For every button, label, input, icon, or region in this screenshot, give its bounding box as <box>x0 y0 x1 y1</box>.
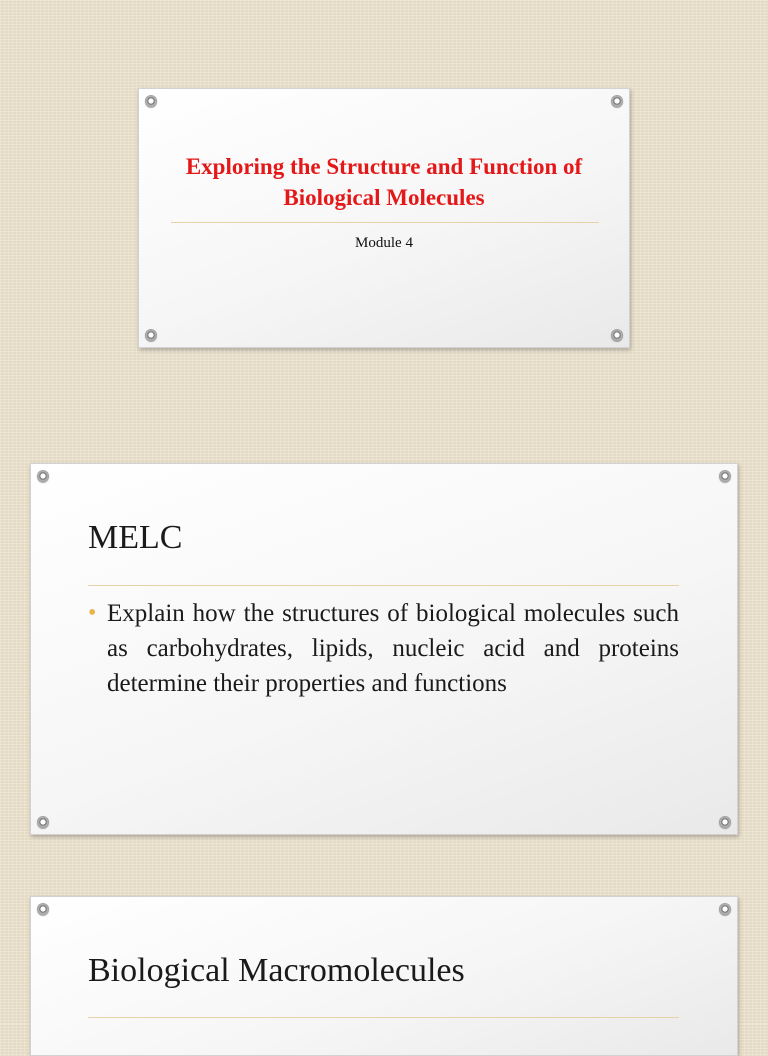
slide-title <box>138 88 630 348</box>
bullet-list <box>88 596 679 701</box>
rivet-icon <box>719 816 731 828</box>
bullet-dot-icon: • <box>88 600 97 626</box>
slide-melc <box>30 463 738 835</box>
rivet-icon <box>37 470 49 482</box>
divider <box>171 222 599 223</box>
rivet-icon <box>145 329 157 341</box>
rivet-icon <box>145 95 157 107</box>
rivet-icon <box>37 903 49 915</box>
bullet-text: Explain how the structures of biological molecules such as carbohydrates, lipids, nucleic acid and proteins determine their properties and functions <box>107 600 679 697</box>
rivet-icon <box>611 95 623 107</box>
slide-heading: Biological Macromolecules <box>88 952 465 989</box>
rivet-icon <box>37 816 49 828</box>
slide-heading: MELC <box>88 519 183 556</box>
rivet-icon <box>611 329 623 341</box>
slide-title-text: Exploring the Structure and Function of Biological Molecules <box>185 154 583 210</box>
slide-biological-macromolecules <box>30 896 738 1056</box>
divider <box>88 585 679 586</box>
rivet-icon <box>719 470 731 482</box>
bullet-item <box>88 596 679 701</box>
divider <box>88 1017 679 1018</box>
rivet-icon <box>719 903 731 915</box>
slide-subtitle: Module 4 <box>355 235 413 251</box>
